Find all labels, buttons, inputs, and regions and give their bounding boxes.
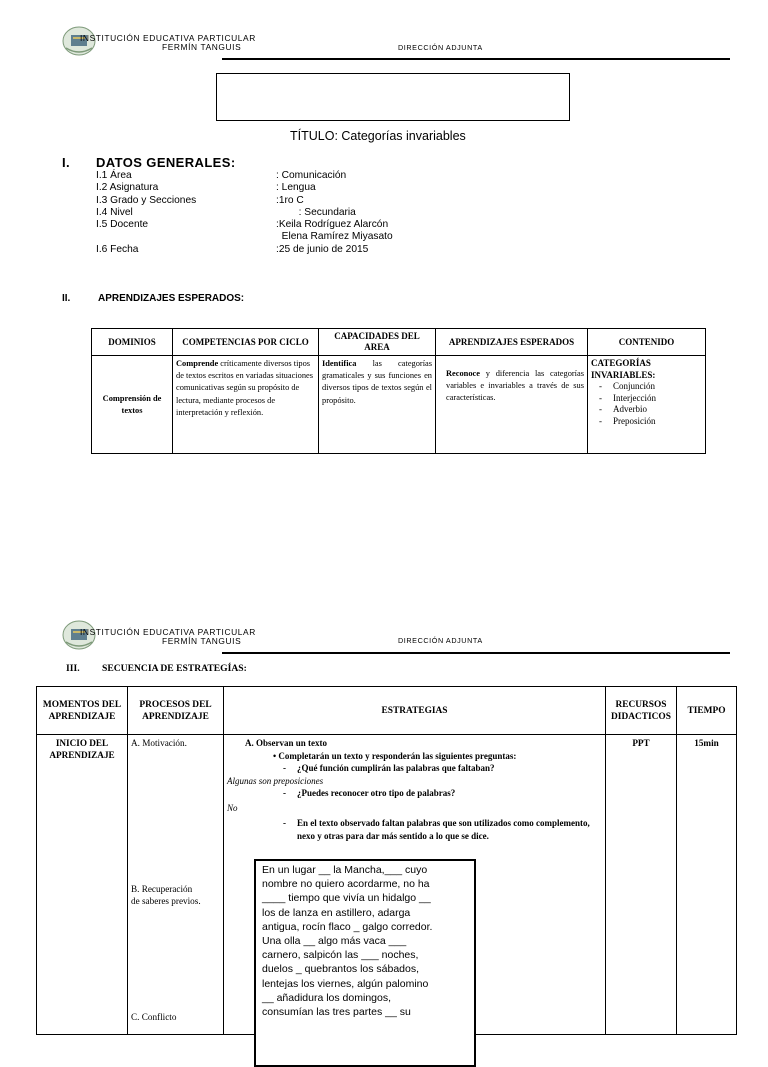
section1-numeral: I. (62, 155, 71, 170)
section2-numeral: II. (62, 293, 71, 304)
list-item: - Conjunción (613, 381, 702, 393)
header-rule (222, 652, 730, 654)
section1-heading (62, 155, 236, 170)
title-label: TÍTULO: (290, 129, 338, 143)
list-item: - Preposición (613, 416, 702, 428)
strategy-a: A. Observan un texto (245, 738, 328, 748)
text-line: los de lanza en astillero, adarga (262, 906, 411, 919)
table-header-row (37, 687, 737, 735)
strategy-table (36, 686, 737, 1035)
general-row (96, 182, 436, 194)
note: - En el texto observado faltan palabras que son utilizados como complemento, nexo y otras para dar más sentido a lo que se dice. (283, 818, 590, 841)
completion-text-box (254, 859, 476, 1067)
row-value: :25 de junio de 2015 (276, 243, 369, 255)
aprendizaje-verb: Reconoce (446, 369, 480, 378)
text-line: antigua, rocín flaco _ galgo corredor. (262, 920, 433, 933)
estrategias-cell (224, 735, 606, 1035)
bullet-text: Completarán un texto y responderán las siguientes preguntas: (278, 750, 517, 761)
aprendizaje-cell (436, 356, 588, 454)
table-header-row (92, 329, 706, 356)
proceso-c: C. Conflicto (131, 1012, 177, 1022)
institution-name (80, 628, 256, 646)
col-header: COMPETENCIAS POR CICLO (173, 329, 319, 356)
general-row (96, 231, 436, 243)
competencia-verb: Comprende (176, 359, 219, 368)
section2-heading (62, 293, 244, 304)
procesos-cell (128, 735, 224, 1035)
institution-name (80, 34, 256, 52)
col-header: ESTRATEGIAS (224, 687, 606, 735)
row-key: I.4 Nivel (96, 206, 133, 218)
answer-1: Algunas son preposiciones (227, 775, 324, 786)
col-header: RECURSOS DIDACTICOS (606, 687, 677, 735)
proceso-a: A. Motivación. (131, 738, 187, 748)
document-title (290, 129, 466, 143)
section3-numeral: III. (66, 663, 80, 674)
row-value: Elena Ramírez Miyasato (276, 231, 393, 243)
institution-line1: INSTITUCIÓN EDUCATIVA PARTICULAR (80, 627, 256, 637)
capacidad-verb: Identifica (322, 359, 357, 368)
institution-line1: INSTITUCIÓN EDUCATIVA PARTICULAR (80, 33, 256, 43)
section2-title: APRENDIZAJES ESPERADOS: (98, 293, 245, 304)
section3-heading (66, 663, 247, 674)
section3-title: SECUENCIA DE ESTRATEGÍAS: (102, 663, 247, 674)
text-line: En un lugar __ la Mancha,___ cuyo (262, 864, 428, 876)
contenido-list (591, 381, 702, 427)
general-row (96, 207, 436, 219)
title-text: Categorías invariables (341, 129, 466, 143)
row-key: I.5 Docente (96, 219, 149, 231)
momento-cell: INICIO DEL APRENDIZAJE (37, 735, 128, 1035)
col-header: PROCESOS DEL APRENDIZAJE (128, 687, 224, 735)
row-key: I.3 Grado y Secciones (96, 194, 197, 206)
capacidad-text: las categorías gramaticales y sus funciones en diversos tipos de textos según el propósito. (322, 359, 432, 405)
tiempo-cell: 15min (677, 735, 737, 1035)
question-2: - ¿Puedes reconocer otro tipo de palabras? (283, 788, 456, 798)
col-header: APRENDIZAJES ESPERADOS (436, 329, 588, 356)
text-line: lentejas los viernes, algún palomino (262, 977, 429, 990)
question-text: ¿Qué función cumplirán las palabras que faltaban? (297, 763, 495, 773)
col-header: DOMINIOS (92, 329, 173, 356)
strategy-bullet (227, 750, 602, 763)
row-value: : Lengua (276, 182, 316, 194)
bullet-icon: • (273, 750, 279, 761)
general-data (96, 170, 436, 256)
list-item: - Adverbio (613, 404, 702, 416)
competencia-cell (173, 356, 319, 454)
general-row (96, 195, 436, 207)
header-rule (222, 58, 730, 60)
text-line: carnero, salpicón las ___ noches, (262, 949, 419, 962)
row-key: I.6 Fecha (96, 243, 139, 255)
recurso-cell: PPT (606, 735, 677, 1035)
table-row (37, 735, 737, 1035)
general-row (96, 219, 436, 231)
institution-line2: FERMÍN TANGUIS (162, 636, 242, 646)
col-header: MOMENTOS DEL APRENDIZAJE (37, 687, 128, 735)
list-item: - Interjección (613, 393, 702, 405)
note-text: En el texto observado faltan palabras que son utilizados como complemento, nexo y otras para dar más sentido a lo que se dice. (297, 818, 590, 841)
row-value: : Secundaria (276, 206, 356, 218)
direction-label: DIRECCIÓN ADJUNTA (398, 43, 483, 52)
contenido-title: CATEGORÍAS INVARIABLES: (591, 358, 656, 380)
text-line: nombre no quiero acordarme, no ha (262, 878, 430, 891)
row-key: I.1 Área (96, 170, 132, 181)
section1-title: DATOS GENERALES: (96, 155, 236, 170)
row-key: I.2 Asignatura (96, 182, 159, 194)
col-header: CAPACIDADES DEL AREA (319, 329, 436, 356)
text-line: Una olla __ algo más vaca ___ (262, 935, 407, 948)
direction-label: DIRECCIÓN ADJUNTA (398, 636, 483, 645)
institution-line2: FERMÍN TANGUIS (162, 42, 242, 52)
question-text: ¿Puedes reconocer otro tipo de palabras? (297, 788, 456, 798)
text-line: ____ tiempo que vivía un hidalgo __ (262, 892, 431, 905)
question-1: - ¿Qué función cumplirán las palabras que faltaban? (283, 763, 495, 773)
col-header: TIEMPO (677, 687, 737, 735)
col-header: CONTENIDO (588, 329, 706, 356)
contenido-cell (588, 356, 706, 454)
table-row (92, 356, 706, 454)
row-value: : Comunicación (276, 170, 347, 181)
row-value: :Keila Rodríguez Alarcón (276, 219, 389, 231)
text-line: __ añadidura los domingos, (262, 991, 392, 1004)
aprendizaje-text: y diferencia las categorías variables e invariables a través de sus características. (446, 369, 584, 403)
text-line: duelos _ quebrantos los sábados, (262, 963, 420, 976)
text-line: consumían las tres partes __ su (262, 1006, 411, 1019)
capacidad-cell (319, 356, 436, 454)
general-row (96, 170, 436, 182)
dominio-cell: Comprensión de textos (92, 356, 173, 454)
title-box (216, 73, 570, 121)
learning-table (91, 328, 706, 454)
proceso-b: B. Recuperación de saberes previos. (131, 884, 201, 906)
competencia-text: críticamente diversos tipos de textos escritos en variadas situaciones comunicativas según su propósito de lectura, mediante procesos de interpretación y reflexión. (176, 359, 313, 417)
answer-2: No (227, 802, 238, 813)
general-row (96, 244, 436, 256)
row-value: :1ro C (276, 194, 304, 206)
